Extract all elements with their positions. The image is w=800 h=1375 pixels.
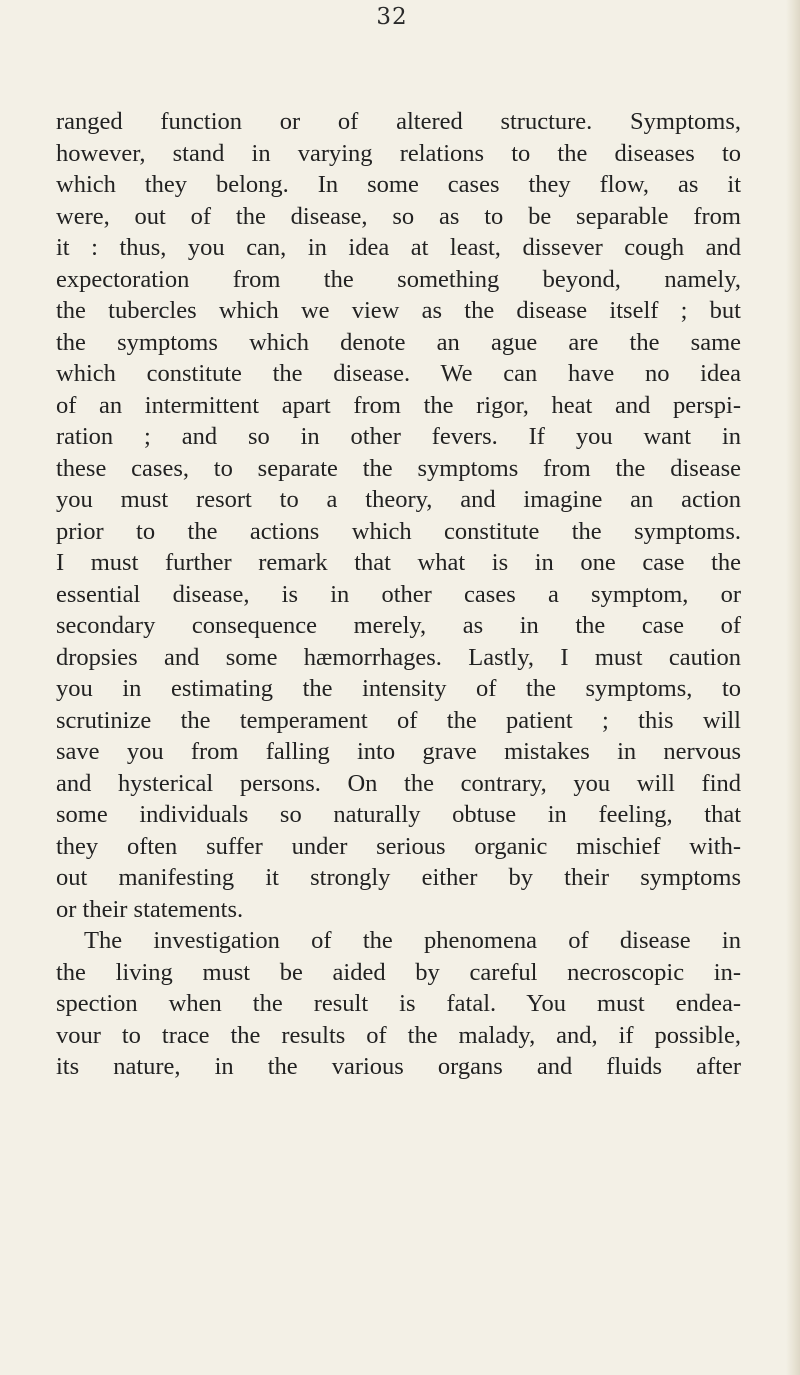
text-line: scrutinize the temperament of the patient ; this will <box>56 706 741 734</box>
text-line: essential disease, is in other cases a symptom, or <box>56 580 741 608</box>
text-line: dropsies and some hæmorrhages. Lastly, I must caution <box>56 643 741 671</box>
text-line: you in estimating the intensity of the symptoms, to <box>56 675 741 702</box>
text-line: which they belong. In some cases they flow, as it <box>56 171 741 198</box>
text-line: The investigation of the phenomena of disease in <box>84 927 741 954</box>
page-number: 32 <box>376 4 408 30</box>
text-line: which constitute the disease. We can have no idea <box>56 360 741 387</box>
text-line: vour to trace the results of the malady, and, if possible, <box>56 1021 741 1049</box>
text-line: and hysterical persons. On the contrary, you will find <box>56 769 741 797</box>
text-line: its nature, in the various organs and fluids after <box>56 1053 741 1080</box>
text-line: you must resort to a theory, and imagine an action <box>56 486 741 513</box>
text-line: the living must be aided by careful necroscopic in- <box>56 958 741 986</box>
page-edge <box>786 0 800 1375</box>
text-line: these cases, to separate the symptoms from the disease <box>56 454 741 482</box>
text-line: the tubercles which we view as the disease itself ; but <box>56 297 741 324</box>
text-line: however, stand in varying relations to the diseases to <box>56 139 741 167</box>
text-line: ranged function or of altered structure. Symptoms, <box>56 108 741 135</box>
text-line: some individuals so naturally obtuse in feeling, that <box>56 801 741 828</box>
text-line: or their statements. <box>56 895 244 923</box>
text-line: spection when the result is fatal. You must endea- <box>56 990 741 1017</box>
text-line: save you from falling into grave mistakes in nervous <box>56 738 741 765</box>
text-line: out manifesting it strongly either by their symptoms <box>56 864 741 891</box>
text-line: it : thus, you can, in idea at least, dissever cough and <box>56 234 741 261</box>
text-line: I must further remark that what is in one case the <box>56 549 741 576</box>
text-line: they often suffer under serious organic mischief with- <box>56 832 741 860</box>
body-text <box>56 106 741 1083</box>
text-line: ration ; and so in other fevers. If you want in <box>56 423 741 450</box>
text-line: the symptoms which denote an ague are the same <box>56 328 741 356</box>
text-line: expectoration from the something beyond, namely, <box>56 265 741 293</box>
text-line: prior to the actions which constitute the symptoms. <box>56 517 741 545</box>
text-line: were, out of the disease, so as to be separable from <box>56 202 741 230</box>
text-line: of an intermittent apart from the rigor, heat and perspi- <box>56 391 741 419</box>
text-line: secondary consequence merely, as in the case of <box>56 612 741 639</box>
